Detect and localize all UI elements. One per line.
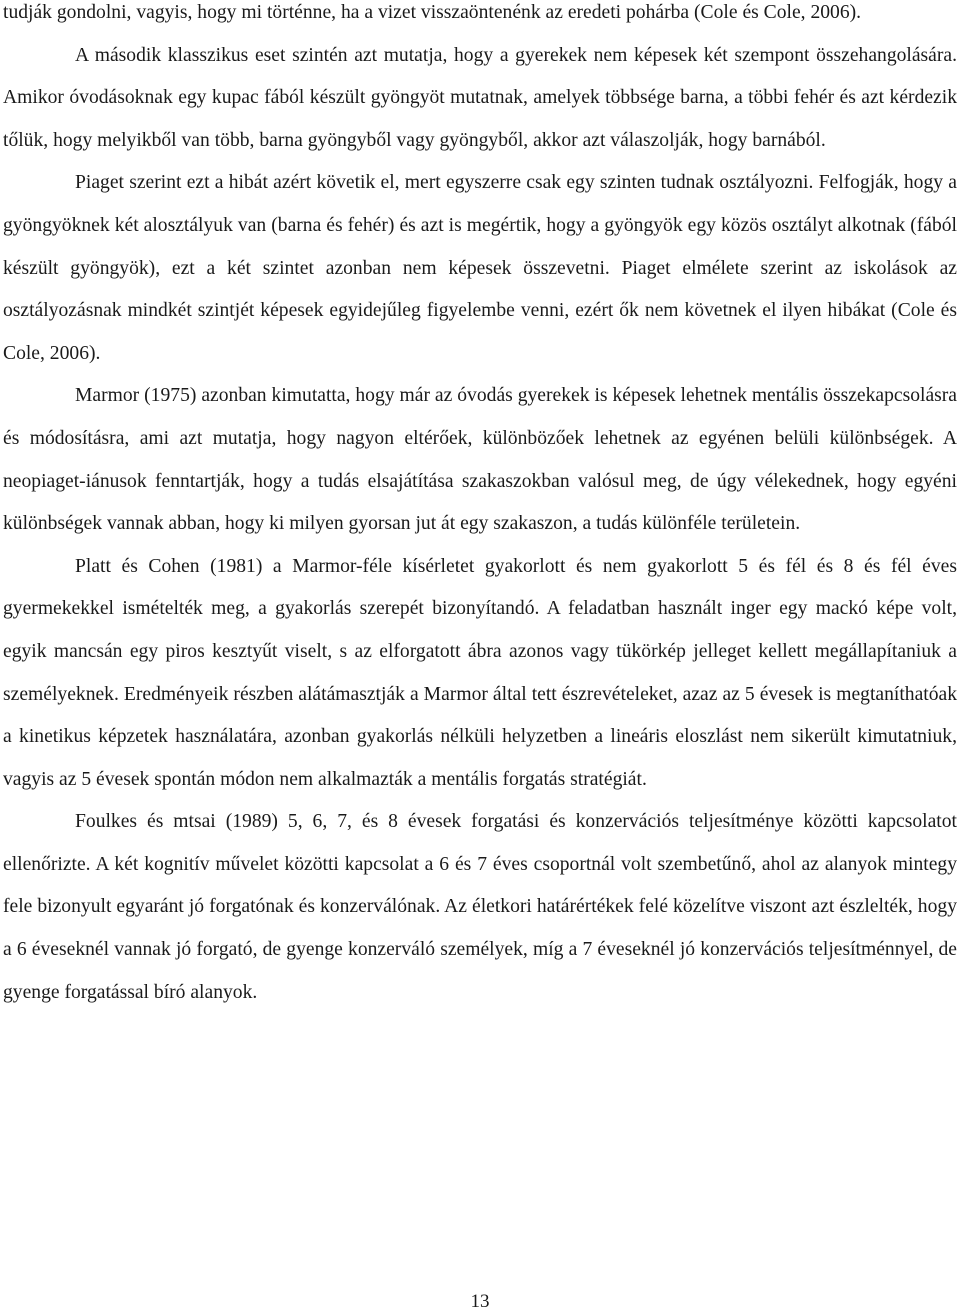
- paragraph-6: Foulkes és mtsai (1989) 5, 6, 7, és 8 évesek forgatási és konzervációs teljesítménye közötti kapcsolatot ellenőrizte. A két kognitív művelet közötti kapcsolat a 6 és 7 éves csoportnál volt szembetűnő, ahol az alanyok mintegy fele bizonyult egyaránt jó forgatónak és konzerválónak. Az életkori határértékek felé közelítve viszont azt észlelték, hogy a 6 éveseknél vannak jó forgató, de gyenge konzerváló személyek, míg a 7 éveseknél jó konzervációs teljesítménnyel, de gyenge forgatással bíró alanyok.: [3, 811, 957, 1003]
- paragraph-4: Marmor (1975) azonban kimutatta, hogy már az óvodás gyerekek is képesek lehetnek mentális összekapcsolásra és módosításra, ami azt mutatja, hogy nagyon eltérőek, különbözőek lehetnek az egyénen belüli különbségek. A neopiaget-iánusok fenntartják, hogy a tudás elsajátítása szakaszokban valósul meg, de úgy vélekednek, hogy egyéni különbségek vannak abban, hogy ki milyen gyorsan jut át egy szakaszon, a tudás különféle területein.: [3, 385, 957, 535]
- body-text: [3, 0, 957, 1014]
- paragraph-3: Piaget szerint ezt a hibát azért követik el, mert egyszerre csak egy szinten tudnak osztályozni. Felfogják, hogy a gyöngyöknek két alosztályuk van (barna és fehér) és azt is megértik, hogy a gyöngyök egy közös osztályt alkotnak (fából készült gyöngyök), ezt a két szintet azonban nem képesek összevetni. Piaget elmélete szerint az iskolások az osztályozásnak mindkét szintjét képesek egyidejűleg figyelembe venni, ezért ők nem követnek el ilyen hibákat (Cole és Cole, 2006).: [3, 172, 957, 364]
- page-number: 13: [470, 1291, 490, 1312]
- paragraph-1: tudják gondolni, vagyis, hogy mi történne, ha a vizet visszaöntenénk az eredeti pohárba (Cole és Cole, 2006).: [3, 2, 862, 23]
- paragraph-5: Platt és Cohen (1981) a Marmor-féle kísérletet gyakorlott és nem gyakorlott 5 és fél és 8 és fél éves gyermekekkel ismételték meg, a gyakorlás szerepét bizonyítandó. A feladatban használt inger egy mackó képe volt, egyik mancsán egy piros kesztyűt viselt, s az elforgatott ábra azonos vagy tükörkép jelleget kellett megállapítaniuk a személyeknek. Eredményeik részben alátámasztják a Marmor által tett észrevételeket, azaz az 5 évesek is megtaníthatóak a kinetikus képzetek használatára, azonban gyakorlás nélküli helyzetben a lineáris eloszlást nem sikerült kimutatniuk, vagyis az 5 évesek spontán módon nem alkalmazták a mentális forgatás stratégiát.: [3, 555, 957, 790]
- paragraph-2: A második klasszikus eset szintén azt mutatja, hogy a gyerekek nem képesek két szempont összehangolására. Amikor óvodásoknak egy kupac fából készült gyöngyöt mutatnak, amelyek többsége barna, a többi fehér és azt kérdezik tőlük, hogy melyikből van több, barna gyöngyből vagy gyöngyből, akkor azt válaszolják, hogy barnából.: [3, 44, 957, 151]
